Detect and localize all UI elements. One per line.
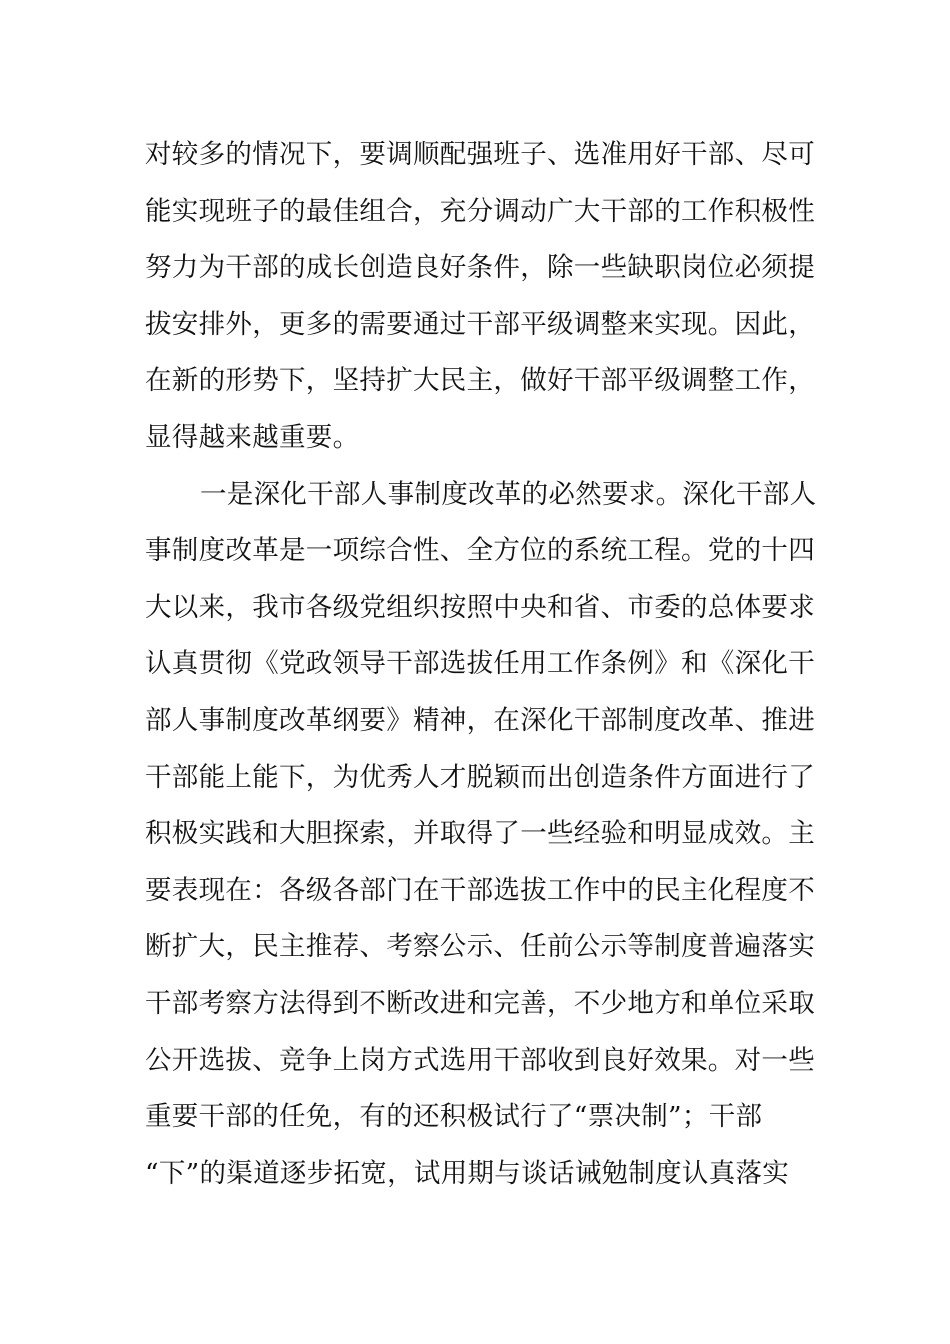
body-text xyxy=(145,127,815,1202)
text-line: 干部考察方法得到不断改进和完善，不少地方和单位采取 xyxy=(145,987,815,1019)
text-line: 断扩大，民主推荐、考察公示、任前公示等制度普遍落实 xyxy=(145,931,815,963)
text-line: 大以来，我市各级党组织按照中央和省、市委的总体要求 xyxy=(145,591,815,623)
text-line: 对较多的情况下，要调顺配强班子、选准用好干部、尽可 xyxy=(145,139,815,170)
text-line: 公开选拔、竞争上岗方式选用干部收到良好效果。对一些 xyxy=(145,1044,815,1076)
paragraph-start-line: 一是深化干部人事制度改革的必然要求。深化干部人 xyxy=(200,478,817,510)
text-line: 努力为干部的成长创造良好条件，除一些缺职岗位必须提 xyxy=(145,252,815,284)
text-line: 显得越来越重要。 xyxy=(145,421,360,453)
text-line: 认真贯彻《党政领导干部选拔任用工作条例》和《深化干 xyxy=(145,648,815,680)
text-line: 事制度改革是一项综合性、全方位的系统工程。党的十四 xyxy=(145,535,815,567)
text-line: 拔安排外，更多的需要通过干部平级调整来实现。因此， xyxy=(145,308,815,340)
text-line: 部人事制度改革纲要》精神，在深化干部制度改革、推进 xyxy=(145,704,815,736)
text-line: 干部能上能下，为优秀人才脱颖而出创造条件方面进行了 xyxy=(145,761,815,793)
text-line: 要表现在：各级各部门在干部选拔工作中的民主化程度不 xyxy=(145,874,815,906)
text-line: “下”的渠道逐步拓宽，试用期与谈话诫勉制度认真落实 xyxy=(145,1157,790,1189)
text-line: 积极实践和大胆探索，并取得了一些经验和明显成效。主 xyxy=(145,818,815,850)
text-line: 在新的形势下，坚持扩大民主，做好干部平级调整工作， xyxy=(145,365,815,397)
text-line: 重要干部的任免，有的还积极试行了“票决制”；干部 xyxy=(145,1101,763,1133)
text-line: 能实现班子的最佳组合，充分调动广大干部的工作积极性 xyxy=(145,195,815,227)
